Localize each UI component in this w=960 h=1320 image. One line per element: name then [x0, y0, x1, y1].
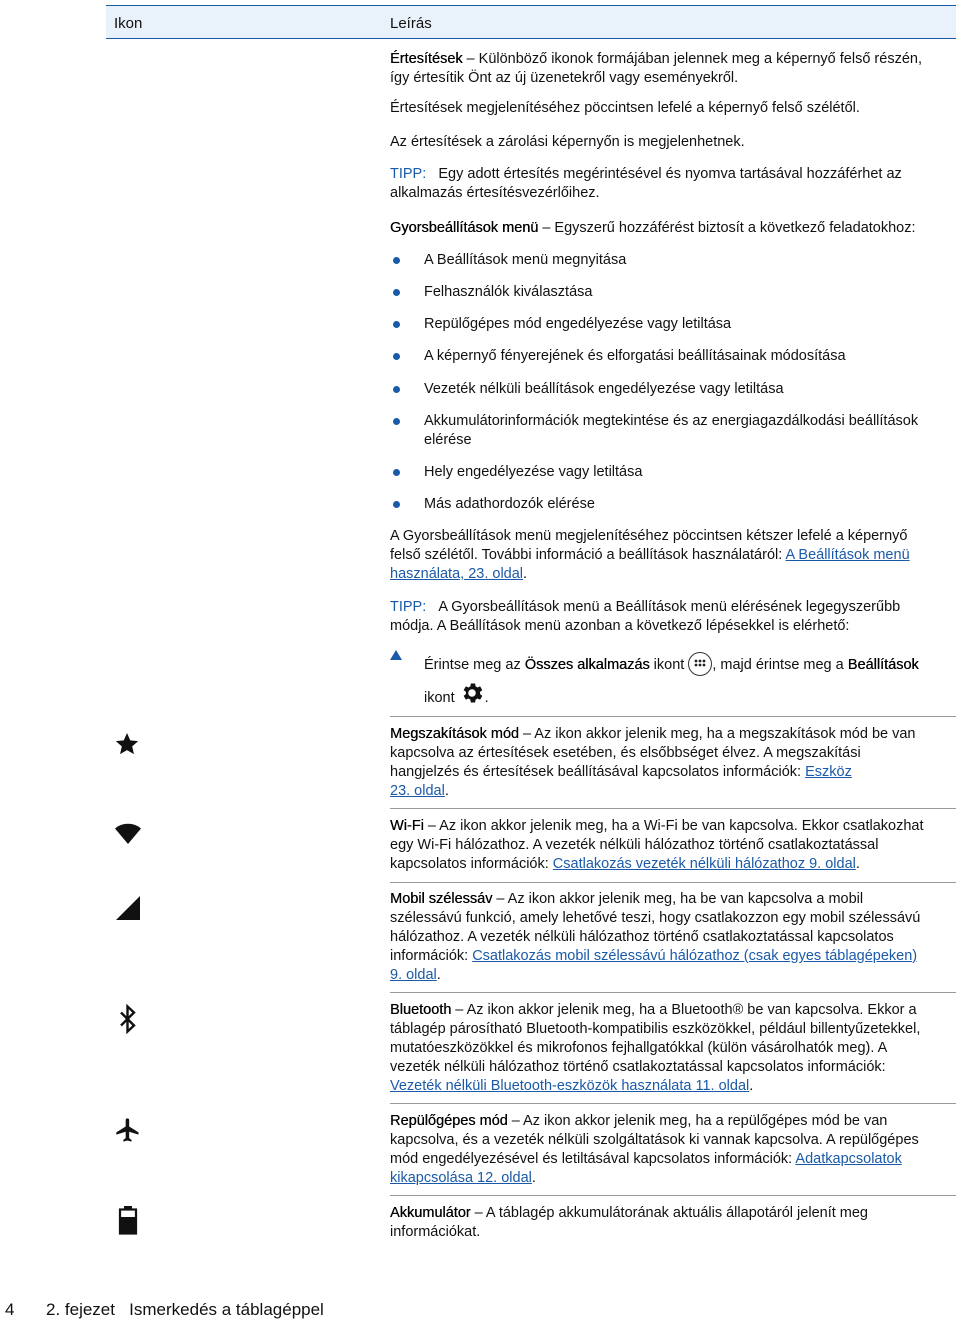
bullet-icon: [393, 321, 400, 328]
col-desc-header: Leírás: [390, 15, 432, 32]
step-triangle-icon: [390, 650, 402, 660]
table-header: [106, 5, 956, 39]
bullet-icon: [393, 353, 400, 360]
settings-menu-link-cont[interactable]: használata, 23. oldal: [390, 566, 524, 582]
divider: [390, 882, 956, 883]
star-icon: [114, 731, 140, 761]
divider: [390, 992, 956, 993]
mobile-broadband-desc: Mobil szélessáv – Az ikon akkor jelenik meg, ha be van kapcsolva a mobil szélessávú funkció, amely lehetővé teszi, hogy csatlakozzon egy mobil szélessávú hálózathoz. A vezeték nélküli hálózathoz történő csatlakoztatással kapcsolatos információk: Csatlakozás mobil szélessávú hálózathoz (csak egyes táblagépeken) 9. oldal.: [390, 891, 921, 983]
bullet-icon: [393, 386, 400, 393]
tip-label: TIPP:: [390, 166, 427, 182]
quick-settings-intro: Gyorsbeállítások menü – Egyszerű hozzáférést biztosít a következő feladatokhoz:: [390, 220, 916, 236]
wifi-desc: Wi-Fi – Az ikon akkor jelenik meg, ha a Wi-Fi be van kapcsolva. Ekkor csatlakozhat egy Wi-Fi hálózathoz. A vezeték nélküli hálózathoz történő csatlakoztatással kapcsolatos információk: Csatlakozás vezeték nélküli hálózathoz 9. oldal.: [390, 818, 924, 872]
notifications-desc: Értesítések – Különböző ikonok formájában jelennek meg a képernyő felső részén, így értesítik Önt az új üzenetekről vagy eseményekről.: [390, 51, 922, 86]
page-number: 4: [5, 1300, 15, 1319]
bluetooth-icon: [118, 1004, 138, 1038]
wifi-icon: [114, 820, 142, 850]
wireless-network-link[interactable]: Csatlakozás vezeték nélküli hálózathoz 9. oldal: [552, 856, 856, 872]
bullet-icon: [393, 501, 400, 508]
device-link[interactable]: Eszköz: [805, 764, 852, 780]
bluetooth-desc: Bluetooth – Az ikon akkor jelenik meg, ha a Bluetooth® be van kapcsolva. Ekkor a táblagép párosítható Bluetooth-kompatibilis eszközökkel, például billentyűzetekkel, mutatóeszközökkel és mikrofonos fejhallgatókkal (külön vásárolhatók meg). A vezeték nélküli hálózathoz történő csatlakoztatással kapcsolatos információk: Vezeték nélküli Bluetooth-eszközök használata 11. oldal.: [390, 1002, 921, 1094]
data-connections-link[interactable]: Adatkapcsolatok: [795, 1151, 902, 1167]
mobile-signal-icon: [114, 894, 142, 926]
data-connections-link-cont[interactable]: kikapcsolása 12. oldal: [390, 1170, 532, 1186]
interruptions-desc: Megszakítások mód – Az ikon akkor jelenik meg, ha a megszakítások mód be van kapcsolva az értesítések esetében, és elsőbbséget élvez. A megszakítási hangjelzés és értesítések beállításával kapcsolatos információk: Eszköz 23. oldal.: [390, 726, 916, 799]
notifications-tip: TIPP: Egy adott értesítés megérintésével és nyomva tartásával hozzáférhet az alkalmazás értesítésvezérlőihez.: [390, 166, 902, 201]
airplane-icon: [114, 1116, 142, 1148]
divider: [390, 1195, 956, 1196]
col-icon-header: Ikon: [114, 15, 143, 32]
divider: [390, 808, 956, 809]
quick-settings-tip: TIPP: A Gyorsbeállítások menü a Beállítások menü elérésének legegyszerűbb módja. A Beállítások menü azonban a következő lépésekkel is elérhető:: [390, 599, 901, 634]
quick-settings-show: A Gyorsbeállítások menü megjelenítéséhez pöccintsen kétszer lefelé a képernyő felső szélétől. További információ a beállítások használatáról: A Beállítások menü használata, 23. oldal.: [390, 528, 910, 582]
airplane-desc: Repülőgépes mód – Az ikon akkor jelenik meg, ha a repülőgépes mód be van kapcsolva, és a vezeték nélküli szolgáltatások ki vannak kapcsolva. A repülőgépes mód engedélyezésével és letiltásával kapcsolatos információk: Adatkapcsolatok kikapcsolása 12. oldal.: [390, 1113, 919, 1186]
device-link-cont[interactable]: 23. oldal: [390, 783, 445, 799]
settings-gear-icon: [459, 680, 485, 712]
tip-label: TIPP:: [390, 599, 427, 615]
bullet-icon: [393, 289, 400, 296]
all-apps-icon: [688, 652, 712, 676]
notifications-para3: Az értesítések a zárolási képernyőn is megjelenhetnek.: [390, 134, 745, 150]
notifications-term: Értesítések: [390, 51, 463, 67]
notifications-para2: Értesítések megjelenítéséhez pöccintsen lefelé a képernyő felső szélétől.: [390, 100, 860, 116]
quick-settings-term: Gyorsbeállítások menü: [390, 220, 539, 236]
divider: [390, 716, 956, 717]
bullet-icon: [393, 469, 400, 476]
bluetooth-devices-link[interactable]: Vezeték nélküli Bluetooth-eszközök használata 11. oldal: [390, 1078, 750, 1094]
battery-desc: Akkumulátor – A táblagép akkumulátorának aktuális állapotáról jelenít meg információkat.: [390, 1205, 868, 1240]
step-line: Érintse meg az Összes alkalmazás ikont , majd érintse meg a Beállítások: [424, 653, 960, 677]
chapter-title: 2. fejezet Ismerkedés a táblagéppel: [46, 1300, 324, 1319]
step-line-2: ikont .: [424, 682, 624, 714]
battery-icon: [118, 1205, 138, 1239]
bullet-icon: [393, 257, 400, 264]
bullet-icon: [393, 418, 400, 425]
settings-menu-link[interactable]: A Beállítások menü: [785, 547, 910, 563]
divider: [390, 1103, 956, 1104]
mobile-broadband-link-cont[interactable]: 9. oldal: [390, 967, 437, 983]
mobile-broadband-link[interactable]: Csatlakozás mobil szélessávú hálózathoz (csak egyes táblagépeken): [472, 948, 918, 964]
